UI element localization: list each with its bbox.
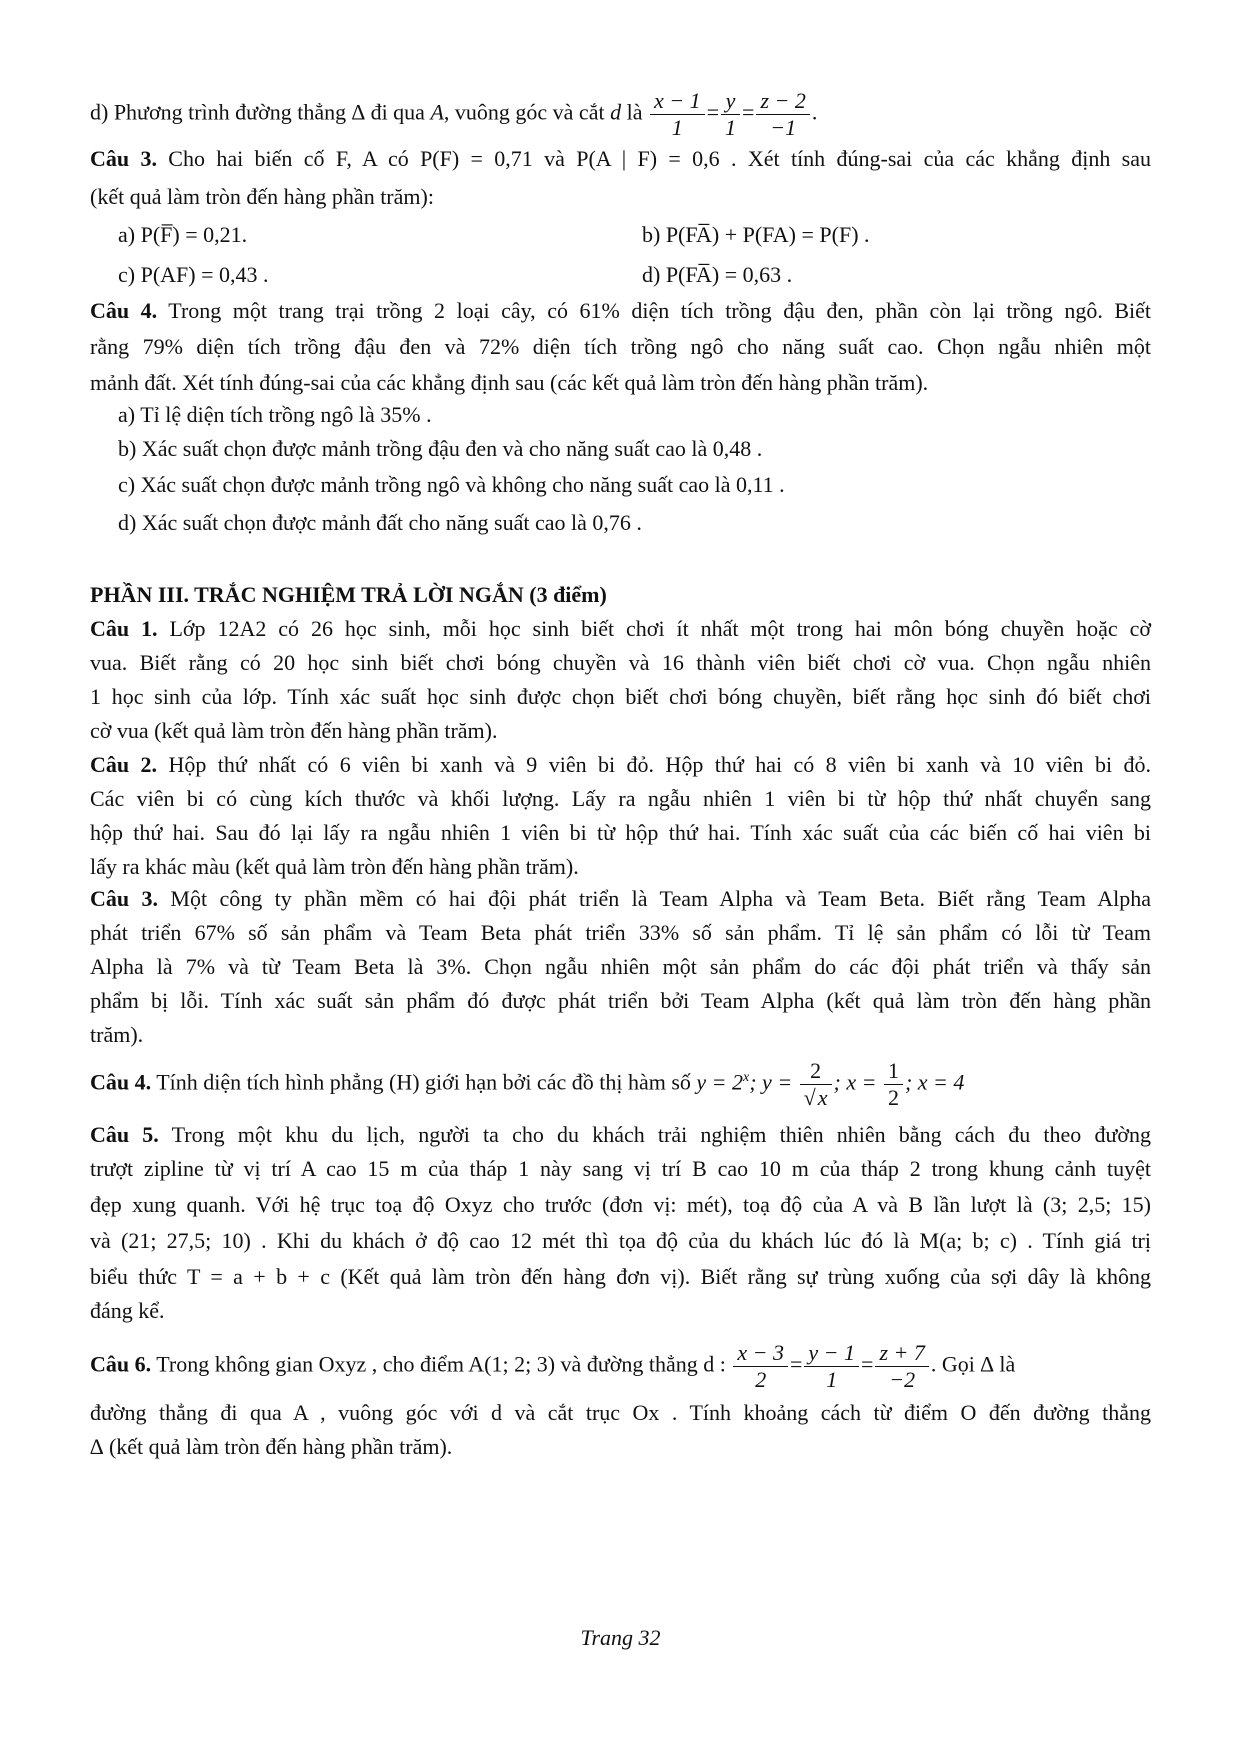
p3-q5-line-4: và (21; 27,5; 10) . Khi du khách ở độ cao 12 mét thì tọa độ của du khách lúc đó là M(a; b; c) . Tính giá trị — [90, 1228, 1151, 1253]
p3-q3-line-4: phẩm bị lỗi. Tính xác suất sản phẩm đó được phát triển bởi Team Alpha (kết quả làm tròn đến hàng phần — [90, 988, 1151, 1013]
p3-q6-line-3: ∆ (kết quả làm tròn đến hàng phần trăm). — [90, 1434, 453, 1459]
p3-q1-text-1: Lớp 12A2 có 26 học sinh, mỗi học sinh biết chơi ít nhất một trong hai môn bóng chuyền hoặc cờ — [157, 616, 1152, 641]
p3-q6-fx-den: 2 — [755, 1367, 767, 1392]
p3-q1-line-2: vua. Biết rằng có 20 học sinh biết chơi bóng chuyền và 16 thành viên biết chơi cờ vua. Chọn ngẫu nhiên — [90, 650, 1151, 675]
q3-line-1 — [90, 144, 1151, 174]
p3-q4-fraction-1-num: 2 — [800, 1058, 832, 1085]
p3-q6-label: Câu 6. — [90, 1351, 152, 1377]
q3-option-c: c) P(AF) = 0,43 . — [118, 262, 269, 287]
p3-q4-y1: y = 2 — [696, 1069, 744, 1095]
p3-q3-line-1 — [90, 884, 1151, 914]
q4-option-d: d) Xác suất chọn được mảnh đất cho năng suất cao là 0,76 . — [118, 510, 642, 535]
p3-q4-line — [90, 1058, 964, 1111]
p3-q3-line-3: Alpha là 7% và từ Team Beta là 3%. Chọn ngẫu nhiên một sản phẩm do các đội phát triển và thấy sản — [90, 954, 1151, 979]
p3-q2-text-1: Hộp thứ nhất có 6 viên bi xanh và 9 viên bi đỏ. Hộp thứ hai có 8 viên bi xanh và 10 viên bi đỏ. — [157, 752, 1151, 777]
line-d-symbol: d — [610, 99, 622, 125]
p3-q2-line-2: Các viên bi có cùng kích thước và khối lượng. Lấy ra ngẫu nhiên 1 viên bi từ hộp thứ nhất chuyển sang — [90, 786, 1151, 811]
p3-q6-line-1: Câu 6. Trong không gian Oxyz , cho điểm A(1; 2; 3) và đường thẳng d : $\frac{x - 3}{2}$ = $\frac{y - 1}{1}$ = $\frac{z + 7}{-2}$ . Gọi ∆ là — [90, 1340, 1016, 1392]
q3-line-2: (kết quả làm tròn đến hàng phần trăm): — [90, 184, 434, 209]
q3-option-a: a) P(F̅) = 0,21. — [118, 222, 248, 247]
p3-q4-x2: ; x = 4 — [904, 1069, 965, 1095]
p3-q5-line-1 — [90, 1120, 1151, 1150]
q4-label: Câu 4. — [90, 298, 158, 323]
q4-line-3: mảnh đất. Xét tính đúng-sai của các khẳng định sau (các kết quả làm tròn đến hàng phần trăm). — [90, 370, 929, 395]
p3-q6-post: . Gọi ∆ là — [930, 1351, 1016, 1377]
q4-line-1 — [90, 296, 1151, 326]
fraction-y-den: 1 — [725, 115, 737, 140]
p3-q6-fz-num: z + 7 — [875, 1340, 928, 1367]
p3-q2-label: Câu 2. — [90, 752, 158, 777]
p3-q6-line-2: đường thẳng đi qua A , vuông góc với d và cắt trục Ox . Tính khoảng cách từ điểm O đến đường thẳng — [90, 1400, 1151, 1425]
fraction-x-num: x − 1 — [650, 88, 705, 115]
line-d-statement: d) Phương trình đường thẳng ∆ đi qua A, vuông góc và cắt d là $\frac{x - 1}{1}$ = $\frac{y}{1}$ = $\frac{z - 2}{-1}$ . — [90, 88, 818, 140]
line-d-mid: , vuông góc và cắt — [443, 99, 611, 125]
q3-option-d: d) P(FA̅) = 0,63 . — [642, 262, 793, 287]
p3-q6-fx-num: x − 3 — [733, 1340, 788, 1367]
fraction-x-den: 1 — [671, 115, 683, 140]
p3-q3-label: Câu 3. — [90, 886, 159, 911]
p3-q6-pre: Trong không gian Oxyz , cho điểm A(1; 2; 3) và đường thẳng d : — [151, 1351, 726, 1377]
p3-q4-exponent: x — [743, 1070, 750, 1086]
fraction-y — [721, 88, 740, 141]
p3-q4-text: Tính diện tích hình phẳng (H) giới hạn bởi các đồ thị hàm số — [151, 1069, 697, 1095]
p3-q5-line-6: đáng kể. — [90, 1298, 165, 1323]
p3-q1-line-1 — [90, 614, 1151, 644]
fraction-y-num: y — [721, 88, 740, 115]
part3-heading: PHẦN III. TRẮC NGHIỆM TRẢ LỜI NGẮN (3 điểm) — [90, 582, 607, 607]
q4-option-a: a) Tỉ lệ diện tích trồng ngô là 35% . — [118, 402, 432, 427]
fraction-z-den: −1 — [770, 115, 797, 140]
p3-q2-line-3: hộp thứ hai. Sau đó lại lấy ra ngẫu nhiên 1 viên bi từ hộp thứ hai. Tính xác suất của các biến cố hai viên bi — [90, 820, 1151, 845]
p3-q4-fraction-2 — [884, 1058, 903, 1111]
p3-q4-fraction-1 — [800, 1058, 832, 1111]
p3-q3-text-1: Một công ty phần mềm có hai đội phát triển là Team Alpha và Team Beta. Biết rằng Team Alpha — [158, 886, 1151, 911]
p3-q5-line-3: đẹp xung quanh. Với hệ trục toạ độ Oxyz cho trước (đơn vị: mét), toạ độ của A và B lần lượt là (3; 2,5; 15) — [90, 1192, 1151, 1217]
p3-q3-line-5: trăm). — [90, 1022, 144, 1047]
p3-q6-fy-den: 1 — [826, 1367, 838, 1392]
q3-label: Câu 3. — [90, 146, 157, 171]
p3-q5-label: Câu 5. — [90, 1122, 159, 1147]
line-d-prefix: d) Phương trình đường thẳng ∆ đi qua — [90, 99, 431, 125]
p3-q4-x1: ; x = — [833, 1069, 877, 1095]
q3-option-b: b) P(FA̅) + P(FA) = P(F) . — [642, 222, 870, 247]
fraction-x — [650, 88, 705, 141]
p3-q6-fz-den: −2 — [889, 1367, 916, 1392]
p3-q4-sqrt-x: x — [817, 1085, 828, 1110]
point-a: A — [430, 99, 444, 125]
p3-q2-line-4: lấy ra khác màu (kết quả làm tròn đến hàng phần trăm). — [90, 854, 579, 879]
p3-q1-line-4: cờ vua (kết quả làm tròn đến hàng phần trăm). — [90, 718, 498, 743]
fraction-z — [756, 88, 809, 141]
line-d-la: là — [621, 99, 648, 125]
p3-q4-fraction-2-den: 2 — [887, 1085, 899, 1110]
p3-q6-fraction-x — [733, 1340, 788, 1393]
p3-q5-line-5: biểu thức T = a + b + c (Kết quả làm tròn đến hàng đơn vị). Biết rằng sự trùng xuống của sợi dây là không — [90, 1264, 1151, 1289]
page-footer: Trang 32 — [580, 1625, 661, 1650]
q4-option-c: c) Xác suất chọn được mảnh trồng ngô và không cho năng suất cao là 0,11 . — [118, 472, 785, 497]
p3-q6-fraction-z — [875, 1340, 928, 1393]
p3-q1-label: Câu 1. — [90, 616, 158, 641]
fraction-z-num: z − 2 — [756, 88, 809, 115]
p3-q4-fraction-2-num: 1 — [884, 1058, 903, 1085]
p3-q6-fy-num: y − 1 — [804, 1340, 859, 1367]
p3-q3-line-2: phát triển 67% số sản phẩm và Team Beta phát triển 33% số sản phẩm. Tỉ lệ sản phẩm có lỗi từ Team — [90, 920, 1151, 945]
p3-q5-text-1: Trong một khu du lịch, người ta cho du khách trải nghiệm thiên nhiên bằng cách đu theo đường — [158, 1122, 1152, 1147]
q3-text-1: Cho hai biến cố F, A có P(F) = 0,71 và P(A | F) = 0,6 . Xét tính đúng-sai của các khẳng định sau — [156, 146, 1152, 171]
q4-option-b: b) Xác suất chọn được mảnh trồng đậu đen và cho năng suất cao là 0,48 . — [118, 436, 763, 461]
p3-q6-fraction-y — [804, 1340, 859, 1393]
line-d-end: . — [811, 99, 818, 125]
q4-text-1: Trong một trang trại trồng 2 loại cây, có 61% diện tích trồng đậu đen, phần còn lại trồng ngô. Biết — [157, 298, 1151, 323]
p3-q4-fraction-1-den: √x — [803, 1085, 828, 1110]
p3-q2-line-1 — [90, 750, 1151, 780]
p3-q4-y2: ; y = — [749, 1069, 793, 1095]
p3-q4-label: Câu 4. — [90, 1069, 152, 1095]
q4-line-2: rằng 79% diện tích trồng đậu đen và 72% diện tích trồng ngô cho năng suất cao. Chọn ngẫu nhiên một — [90, 334, 1151, 359]
p3-q1-line-3: 1 học sinh của lớp. Tính xác suất học sinh được chọn biết chơi bóng chuyền, biết rằng học sinh đó biết chơi — [90, 684, 1151, 709]
p3-q5-line-2: trượt zipline từ vị trí A cao 15 m của tháp 1 này sang vị trí B cao 10 m của tháp 2 trong khung cảnh tuyệt — [90, 1156, 1151, 1181]
